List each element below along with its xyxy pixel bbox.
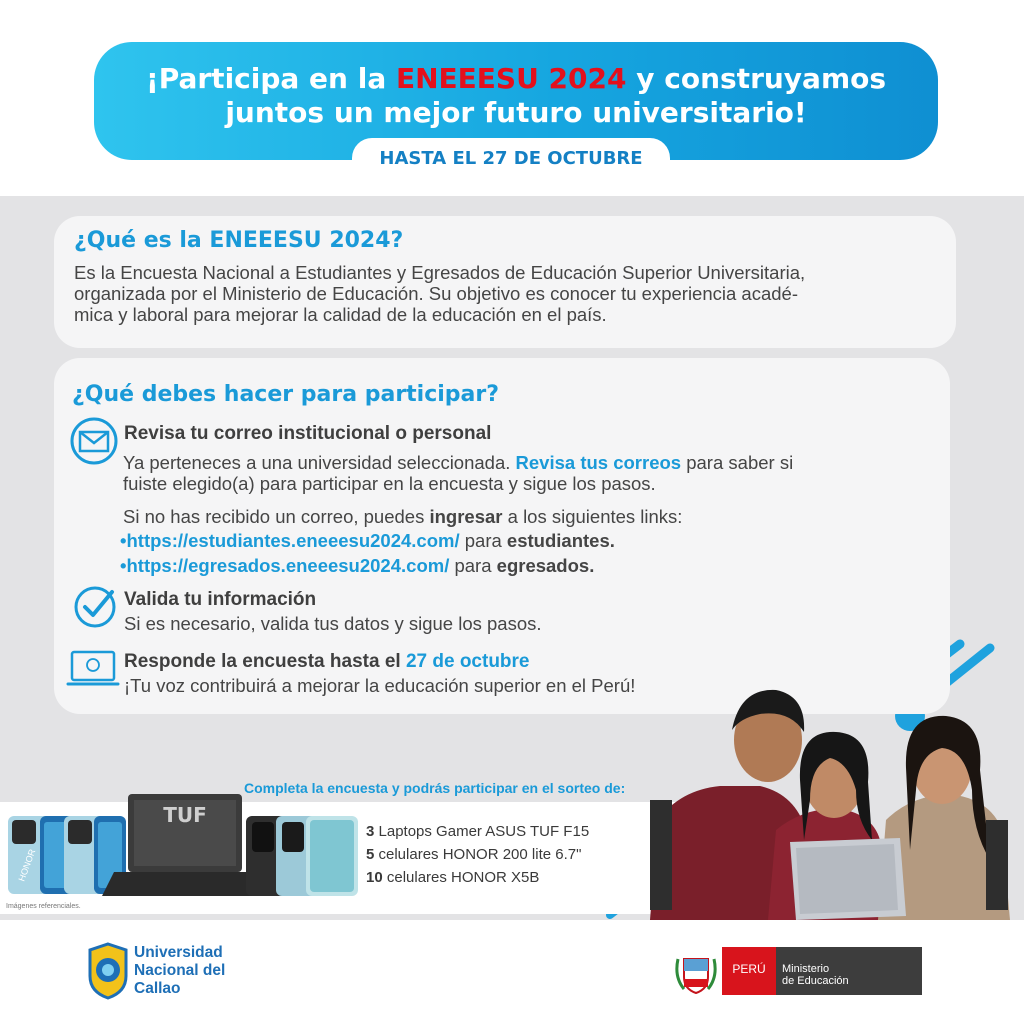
what-line3: mica y laboral para mejorar la calidad de la educación en el país. — [74, 304, 607, 325]
deadline-text: HASTA EL 27 DE OCTUBRE — [379, 148, 643, 169]
step1-l3-a: Si no has recibido un correo, puedes — [123, 506, 430, 527]
ministry-label — [782, 963, 849, 987]
step1-text-highlight: Revisa tus correos — [515, 452, 682, 473]
title-highlight: ENEEESU 2024 — [395, 62, 627, 95]
step1-title: Revisa tu correo institucional o personal — [124, 423, 492, 444]
ministry-line2: de Educación — [782, 975, 849, 987]
check-icon — [72, 584, 120, 630]
step1-line3 — [123, 506, 682, 527]
step3-title-a: Responde la encuesta hasta el — [124, 651, 406, 672]
step1-line1 — [123, 452, 793, 473]
title-part1: ¡Participa en la — [145, 62, 396, 95]
prize-item — [366, 843, 589, 866]
peru-label: PERÚ — [732, 962, 766, 976]
prize-qty: 10 — [366, 869, 383, 886]
laptop-icon — [66, 648, 120, 690]
step1-l3-bold: ingresar — [429, 506, 503, 527]
what-line1: Es la Encuesta Nacional a Estudiantes y Egresados de Educación Superior Universitaria, — [74, 262, 806, 283]
students-link-who: estudiantes. — [506, 530, 615, 551]
step3-title — [124, 651, 530, 673]
university-name-line2: Nacional del — [134, 962, 226, 979]
prize-item — [366, 866, 589, 889]
ministry-line1: Ministerio — [782, 963, 830, 975]
prize-item — [366, 820, 589, 843]
prize-qty: 5 — [366, 846, 375, 863]
students-link-for: para — [459, 530, 507, 551]
step3-date: 27 de octubre — [405, 651, 530, 672]
university-name-line3: Callao — [134, 980, 181, 997]
prize-text: celulares HONOR X5B — [382, 869, 540, 886]
university-name-line1: Universidad — [134, 944, 223, 961]
students-link[interactable]: •https://estudiantes.eneeesu2024.com/ — [120, 530, 460, 551]
graduates-link-for: para — [449, 555, 497, 576]
unac-logo-icon — [86, 942, 130, 1000]
step1-text-c: para saber si — [681, 452, 794, 473]
page-title — [94, 62, 938, 130]
what-line2: organizada por el Ministerio de Educación. Su objetivo es conocer tu experiencia acadé- — [74, 283, 798, 304]
students-link-line — [120, 530, 615, 551]
step3-text: ¡Tu voz contribuirá a mejorar la educación superior en el Perú! — [124, 675, 636, 696]
peru-coat-of-arms-icon — [674, 947, 718, 995]
graduates-link-line — [120, 555, 594, 576]
graduates-link-who: egresados. — [496, 555, 595, 576]
step2-text: Si es necesario, valida tus datos y sigue los pasos. — [124, 613, 542, 634]
prize-text: Laptops Gamer ASUS TUF F15 — [374, 823, 590, 840]
prize-text: celulares HONOR 200 lite 6.7" — [374, 846, 582, 863]
svg-text:TUF: TUF — [163, 803, 207, 827]
title-line2: juntos un mejor futuro universitario! — [225, 96, 807, 129]
step1-line2: fuiste elegido(a) para participar en la encuesta y sigue los pasos. — [123, 473, 656, 494]
what-heading: ¿Qué es la ENEEESU 2024? — [74, 228, 404, 253]
how-heading: ¿Qué debes hacer para participar? — [72, 382, 500, 407]
title-part2: y construyamos — [626, 62, 887, 95]
step1-text-a: Ya perteneces a una universidad seleccionada. — [123, 452, 516, 473]
mail-icon — [68, 416, 120, 466]
prize-qty: 3 — [366, 823, 375, 840]
step1-l3-c: a los siguientes links: — [502, 506, 683, 527]
students-photo — [610, 670, 1024, 920]
graduates-link[interactable]: •https://egresados.eneeesu2024.com/ — [120, 555, 450, 576]
prize-list — [366, 820, 589, 889]
raffle-intro: Completa la encuesta y podrás participar en el sorteo de: — [244, 780, 626, 796]
images-note: Imágenes referenciales. — [6, 903, 81, 910]
step2-title: Valida tu información — [124, 589, 317, 610]
svg-text:HONOR: HONOR — [16, 847, 38, 883]
prize-devices-image — [6, 792, 362, 902]
university-name — [134, 944, 225, 998]
